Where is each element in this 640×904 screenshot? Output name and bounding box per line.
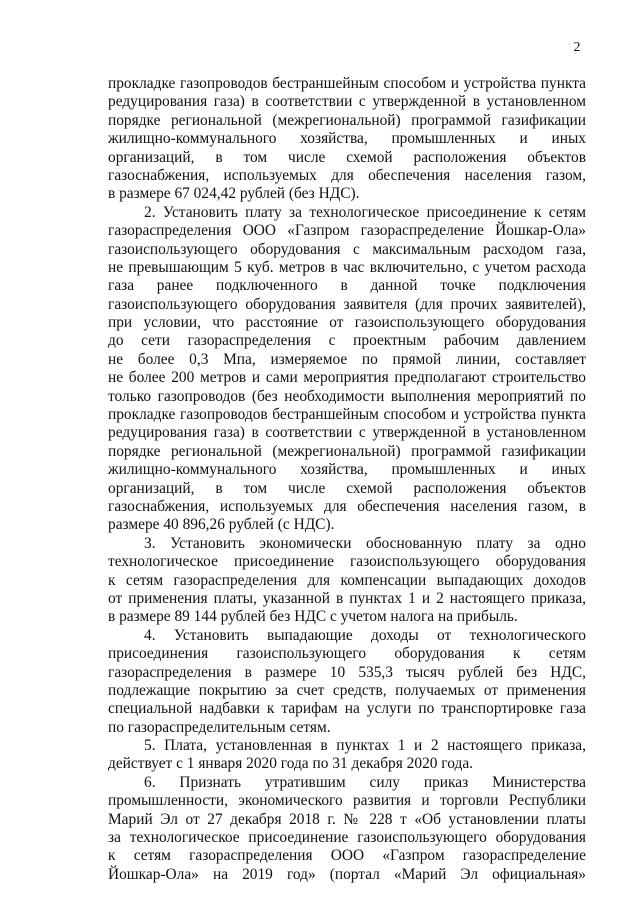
text-line: не более 0,3 Мпа, измеряемое по прямой линии, составляет — [108, 350, 586, 368]
text-line: специальной надбавки к тарифам на услуги по транспортировке газа — [108, 700, 586, 718]
text-line: организаций, в том числе схемой расположения объектов — [108, 148, 586, 166]
text-line: от применения платы, указанной в пунктах 1 и 2 настоящего приказа, — [108, 589, 586, 607]
text-line: газоиспользующего оборудования заявителя (для прочих заявителей), — [108, 295, 586, 313]
text-line: при условии, что расстояние от газоиспользующего оборудования — [108, 314, 586, 332]
text-line: действует с 1 января 2020 года по 31 декабря 2020 года. — [108, 755, 473, 773]
text-line: присоединения газоиспользующего оборудования к сетям — [108, 645, 586, 663]
text-line: технологическое присоединение газоиспользующего оборудования — [108, 553, 586, 571]
text-line: Йошкар-Ола» на 2019 год» (портал «Марий Эл официальная» — [108, 865, 586, 883]
text-line: организаций, в том числе схемой расположения объектов — [108, 479, 586, 497]
text-line: промышленности, экономического развития и торговли Республики — [108, 792, 586, 810]
text-line: жилищно-коммунального хозяйства, промышленных и иных — [108, 130, 586, 148]
text-line: подлежащие покрытию за счет средств, получаемых от применения — [108, 681, 586, 699]
text-line: редуцирования газа) в соответствии с утвержденной в установленном — [108, 424, 586, 442]
text-line: в размере 67 024,42 рублей (без НДС). — [108, 185, 360, 203]
text-line: размере 40 896,26 рублей (с НДС). — [108, 516, 335, 534]
text-line: к сетям газораспределения ООО «Газпром газораспределение — [108, 847, 586, 865]
text-line: по газораспределительным сетям. — [108, 718, 331, 736]
paragraph-first-line: 6. Признать утратившим силу приказ Министерства — [144, 773, 586, 791]
text-line: Марий Эл от 27 декабря 2018 г. № 228 т «Об установлении платы — [108, 810, 586, 828]
text-line: не превышающим 5 куб. метров в час включительно, с учетом расхода — [108, 258, 586, 276]
text-line: газораспределения ООО «Газпром газораспределение Йошкар-Ола» — [108, 222, 586, 240]
paragraph-first-line: 2. Установить плату за технологическое присоединение к сетям — [144, 203, 586, 221]
text-line: прокладке газопроводов бестраншейным способом и устройства пункта — [108, 75, 586, 92]
text-line: жилищно-коммунального хозяйства, промышленных и иных — [108, 461, 586, 479]
text-line: в размере 89 144 рублей без НДС с учетом налога на прибыль. — [108, 608, 518, 626]
text-line: газоиспользующего оборудования с максимальным расходом газа, — [108, 240, 586, 258]
text-line: порядке региональной (межрегиональной) программой газификации — [108, 111, 586, 129]
paragraph-first-line: 4. Установить выпадающие доходы от технологического — [144, 626, 586, 644]
paragraph-first-line: 3. Установить экономически обоснованную плату за одно — [144, 534, 586, 552]
text-line: газа ранее подключенного в данной точке подключения — [108, 277, 586, 295]
text-line: газораспределения в размере 10 535,3 тысяч рублей без НДС, — [108, 663, 586, 681]
text-line: порядке региональной (межрегиональной) программой газификации — [108, 442, 586, 460]
paragraph-first-line: 5. Плата, установленная в пунктах 1 и 2 настоящего приказа, — [144, 737, 586, 755]
text-line: к сетям газораспределения для компенсации выпадающих доходов — [108, 571, 586, 589]
text-line: до сети газораспределения с проектным рабочим давлением — [108, 332, 586, 350]
text-line: прокладке газопроводов бестраншейным способом и устройства пункта — [108, 406, 586, 424]
page-number: 2 — [573, 40, 581, 55]
document-body — [108, 75, 586, 884]
text-line: не более 200 метров и сами мероприятия предполагают строительство — [108, 369, 586, 387]
text-line: только газопроводов (без необходимости выполнения мероприятий по — [108, 387, 586, 405]
text-line: газоснабжения, используемых для обеспечения населения газом, — [108, 166, 586, 184]
text-line: редуцирования газа) в соответствии с утвержденной в установленном — [108, 93, 586, 111]
text-line: за технологическое присоединение газоиспользующего оборудования — [108, 829, 586, 847]
text-line: газоснабжения, используемых для обеспечения населения газом, в — [108, 497, 586, 515]
